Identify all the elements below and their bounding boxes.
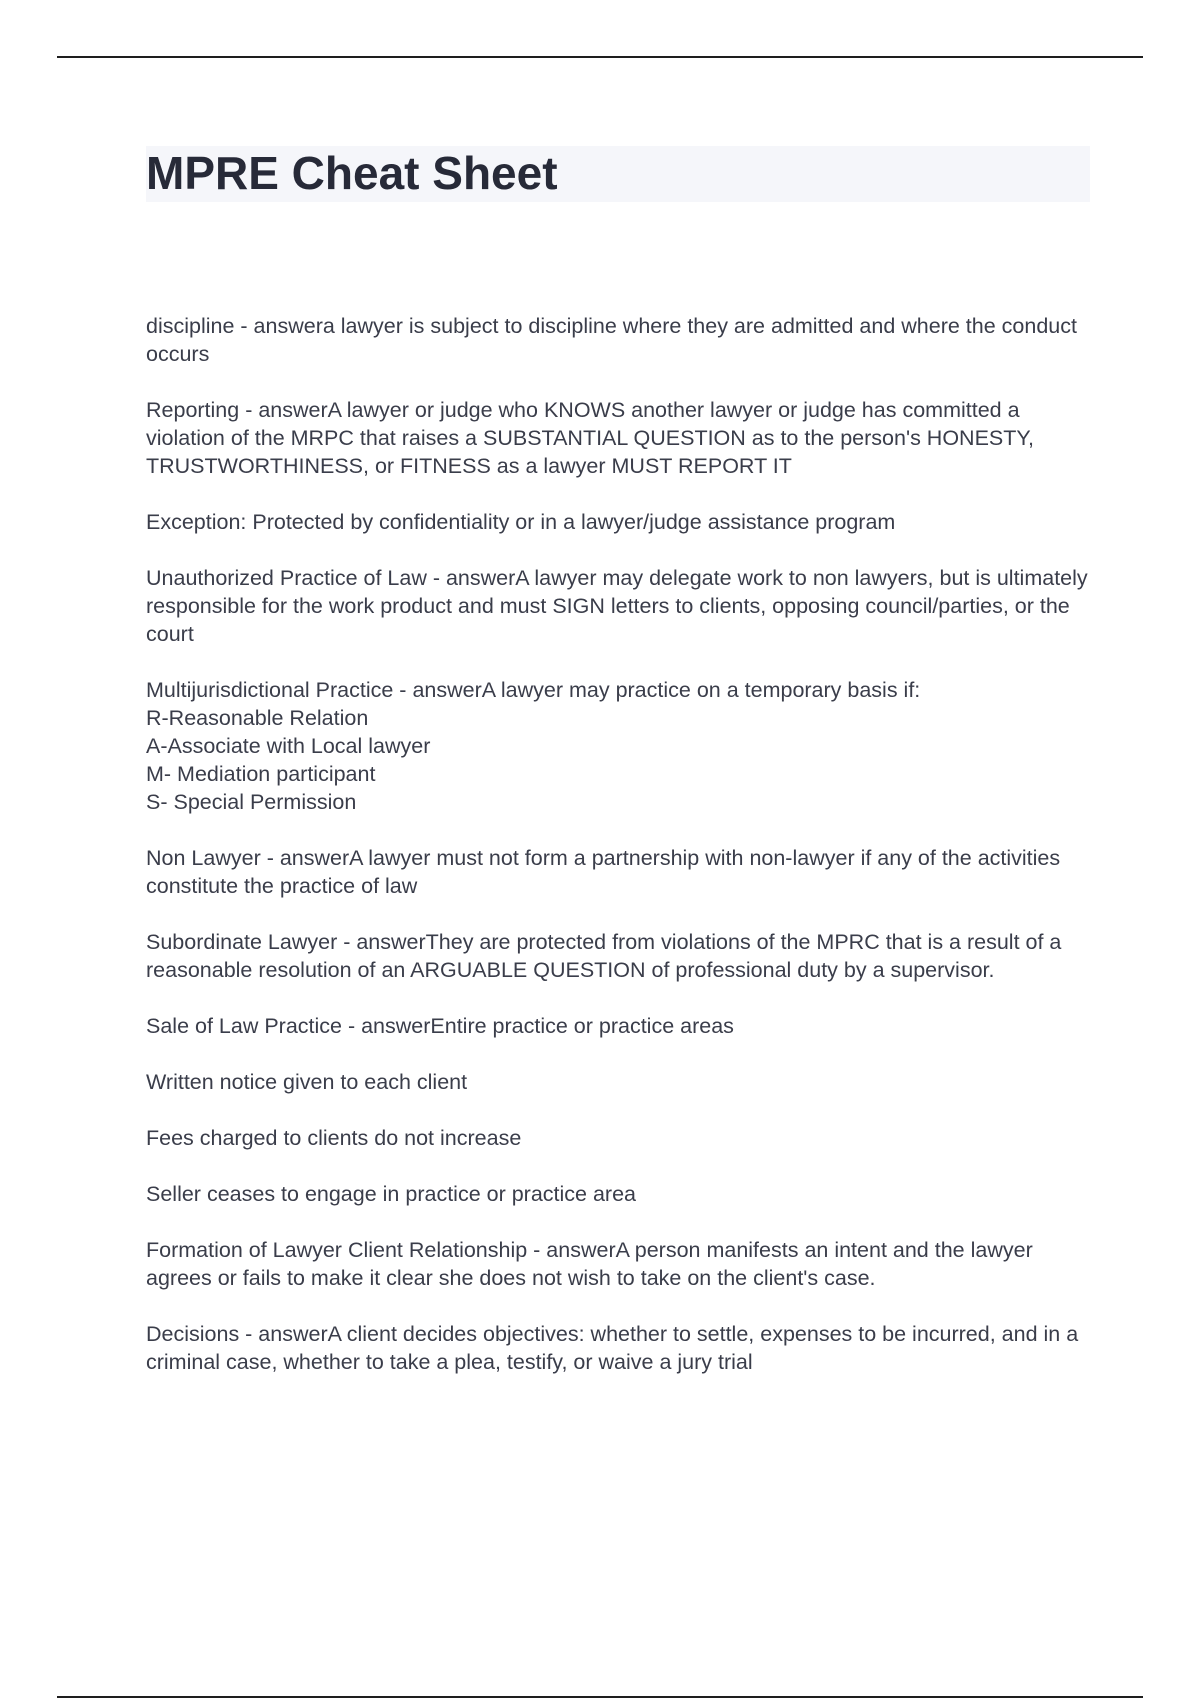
top-rule xyxy=(57,56,1143,58)
entry-multijurisdictional-practice: Multijurisdictional Practice - answerA lawyer may practice on a temporary basis if: R-Reasonable Relation A-Associate with Local lawyer M- Mediation participant S- Special Permission xyxy=(146,678,921,814)
entry-subordinate-lawyer: Subordinate Lawyer - answerThey are protected from violations of the MPRC that is a result of a reasonable resolution of an ARGUABLE QUESTION of professional duty by a supervisor. xyxy=(146,930,1062,982)
entry-formation-relationship: Formation of Lawyer Client Relationship - answerA person manifests an intent and the lawyer agrees or fails to make it clear she does not wish to take on the client's case. xyxy=(146,1238,1033,1290)
document-body xyxy=(146,312,1101,1404)
page-title: MPRE Cheat Sheet xyxy=(146,147,558,199)
entry-written-notice: Written notice given to each client xyxy=(146,1070,468,1094)
entry-decisions: Decisions - answerA client decides objectives: whether to settle, expenses to be incurred, and in a criminal case, whether to take a plea, testify, or waive a jury trial xyxy=(146,1322,1079,1374)
entry-discipline: discipline - answera lawyer is subject to discipline where they are admitted and where the conduct occurs xyxy=(146,314,1077,366)
entry-fees: Fees charged to clients do not increase xyxy=(146,1126,522,1150)
entry-sale-of-law-practice: Sale of Law Practice - answerEntire practice or practice areas xyxy=(146,1014,734,1038)
entry-reporting-exception: Exception: Protected by confidentiality or in a lawyer/judge assistance program xyxy=(146,510,896,534)
entry-seller-ceases: Seller ceases to engage in practice or practice area xyxy=(146,1182,636,1206)
entry-unauthorized-practice: Unauthorized Practice of Law - answerA lawyer may delegate work to non lawyers, but is ultimately responsible for the work product and must SIGN letters to clients, opposing council/parties, or the court xyxy=(146,566,1088,646)
bottom-rule xyxy=(57,1696,1143,1698)
entry-non-lawyer: Non Lawyer - answerA lawyer must not form a partnership with non-lawyer if any of the activities constitute the practice of law xyxy=(146,846,1061,898)
entry-reporting: Reporting - answerA lawyer or judge who KNOWS another lawyer or judge has committed a violation of the MRPC that raises a SUBSTANTIAL QUESTION as to the person's HONESTY, TRUSTWORTHINESS, or FITNESS as a lawyer MUST REPORT IT xyxy=(146,398,1034,478)
